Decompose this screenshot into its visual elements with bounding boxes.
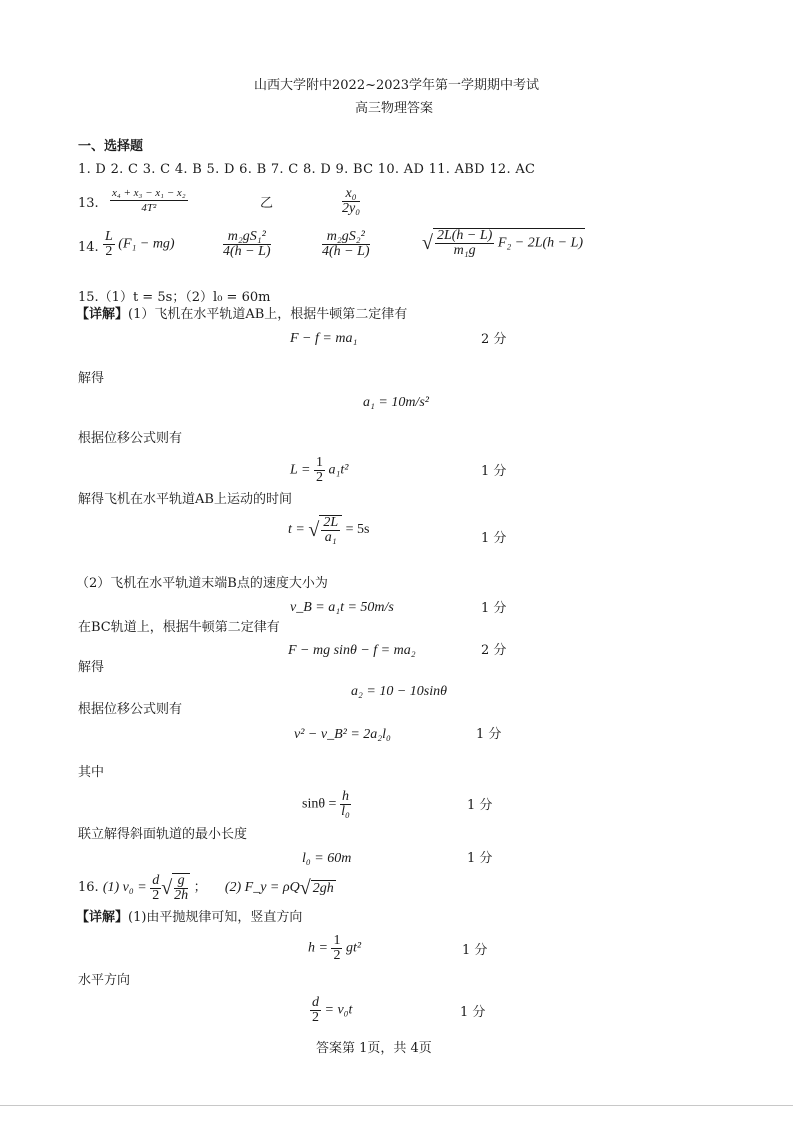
q15-text6: 在BC轨道上，根据牛顿第二定律有 <box>78 620 280 635</box>
q15-text8: 根据位移公式则有 <box>78 702 183 717</box>
q15-solve1: 解得 <box>78 371 105 386</box>
q15-text5: （2）飞机在水平轨道末端B点的速度大小为 <box>76 576 328 591</box>
q15-eq4: t = √ $\frac{2L}{\text{a₁}}$ = 5s <box>288 515 370 545</box>
q15-eq6: F − mg sinθ − f = ma₂ <box>288 643 416 658</box>
q15-detail: 【详解】(1）飞机在水平轨道AB上，根据牛顿第二定律有 <box>76 307 408 322</box>
page-bottom-border <box>0 1105 793 1106</box>
q14-answer-2: $\frac{\text{m₂gS₁²}}{4(h - L)}$ <box>223 229 271 259</box>
section-heading: 一、选择题 <box>78 139 144 154</box>
q14-answer-1: $\frac{L}{2}$ (F₁ − mg) <box>105 229 175 259</box>
q15-solve2: 解得 <box>78 660 105 675</box>
q14-label: 14. <box>78 240 99 255</box>
q15-eq1-score: 2 分 <box>481 332 507 347</box>
q16-text2: 水平方向 <box>78 973 131 988</box>
q16-eq1-score: 1 分 <box>462 943 488 958</box>
q15-eq3: L = $\frac{1}{2}$ a₁t² <box>290 455 349 485</box>
q16-eq2: $\frac{d}{2}$ = v₀t <box>312 995 353 1025</box>
document-subtitle: 高三物理答案 <box>355 101 434 116</box>
q13-answer-2: 乙 <box>260 196 274 211</box>
q16-eq2-score: 1 分 <box>460 1005 486 1020</box>
q15-eq5: v_B = a₁t = 50m/s <box>290 600 394 615</box>
q15-eq8-score: 1 分 <box>476 727 502 742</box>
q15-eq1: F − f = ma₁ <box>290 331 358 346</box>
q15-eq8: v² − v_B² = 2a₂l₀ <box>294 727 391 742</box>
q15-eq9-score: 1 分 <box>467 798 493 813</box>
q15-answer-line: 15.（1）t = 5s；（2）l₀ = 60m <box>78 290 271 305</box>
document-title: 山西大学附中2022~2023学年第一学期期中考试 <box>254 78 540 93</box>
q15-text4: 解得飞机在水平轨道AB上运动的时间 <box>78 492 292 507</box>
q15-eq5-score: 1 分 <box>481 601 507 616</box>
q15-eq6-score: 2 分 <box>481 643 507 658</box>
q15-eq2: a₁ = 10m/s² <box>363 395 429 410</box>
q16-eq1: h = $\frac{1}{2}$ gt² <box>308 933 362 963</box>
q15-text10: 联立解得斜面轨道的最小长度 <box>78 827 248 842</box>
q15-text9: 其中 <box>78 765 105 780</box>
q13-answer-1: $\frac{\text{x₄ + x₃ − x₁ − x₂}}{\text{4T²}}$ <box>112 187 186 214</box>
q16-answer-line: 16. (1) v₀ = $\frac{d}{2}$ √ $\frac{g}{2h}$ ； (2) F_y = ρQ√ 2gh <box>78 872 334 903</box>
q15-eq7: a₂ = 10 − 10sinθ <box>351 684 447 699</box>
q15-eq10: l₀ = 60m <box>302 851 352 866</box>
q14-answer-3: $\frac{\text{m₂gS₂²}}{4(h - L)}$ <box>322 229 370 259</box>
choice-answers: 1. D 2. C 3. C 4. B 5. D 6. B 7. C 8. D 9. BC 10. AD 11. ABD 12. AC <box>78 162 536 177</box>
q14-answer-4: √ $\frac{2L(h - L)}{\text{m₁g}}$ F₂ − 2L(h − L) <box>422 228 584 258</box>
q13-answer-3: $\frac{\text{x₀}}{\text{2y₀}}$ <box>342 186 361 216</box>
q15-eq9: sinθ = $\frac{h}{\text{l₀}}$ <box>302 789 350 819</box>
q13-label: 13. <box>78 196 99 211</box>
q15-eq3-score: 1 分 <box>481 464 507 479</box>
q16-detail: 【详解】(1)由平抛规律可知，竖直方向 <box>76 910 303 925</box>
q15-eq4-score: 1 分 <box>481 531 507 546</box>
page-footer: 答案第 1页，共 4页 <box>316 1041 432 1056</box>
q15-text3: 根据位移公式则有 <box>78 431 183 446</box>
q15-eq10-score: 1 分 <box>467 851 493 866</box>
